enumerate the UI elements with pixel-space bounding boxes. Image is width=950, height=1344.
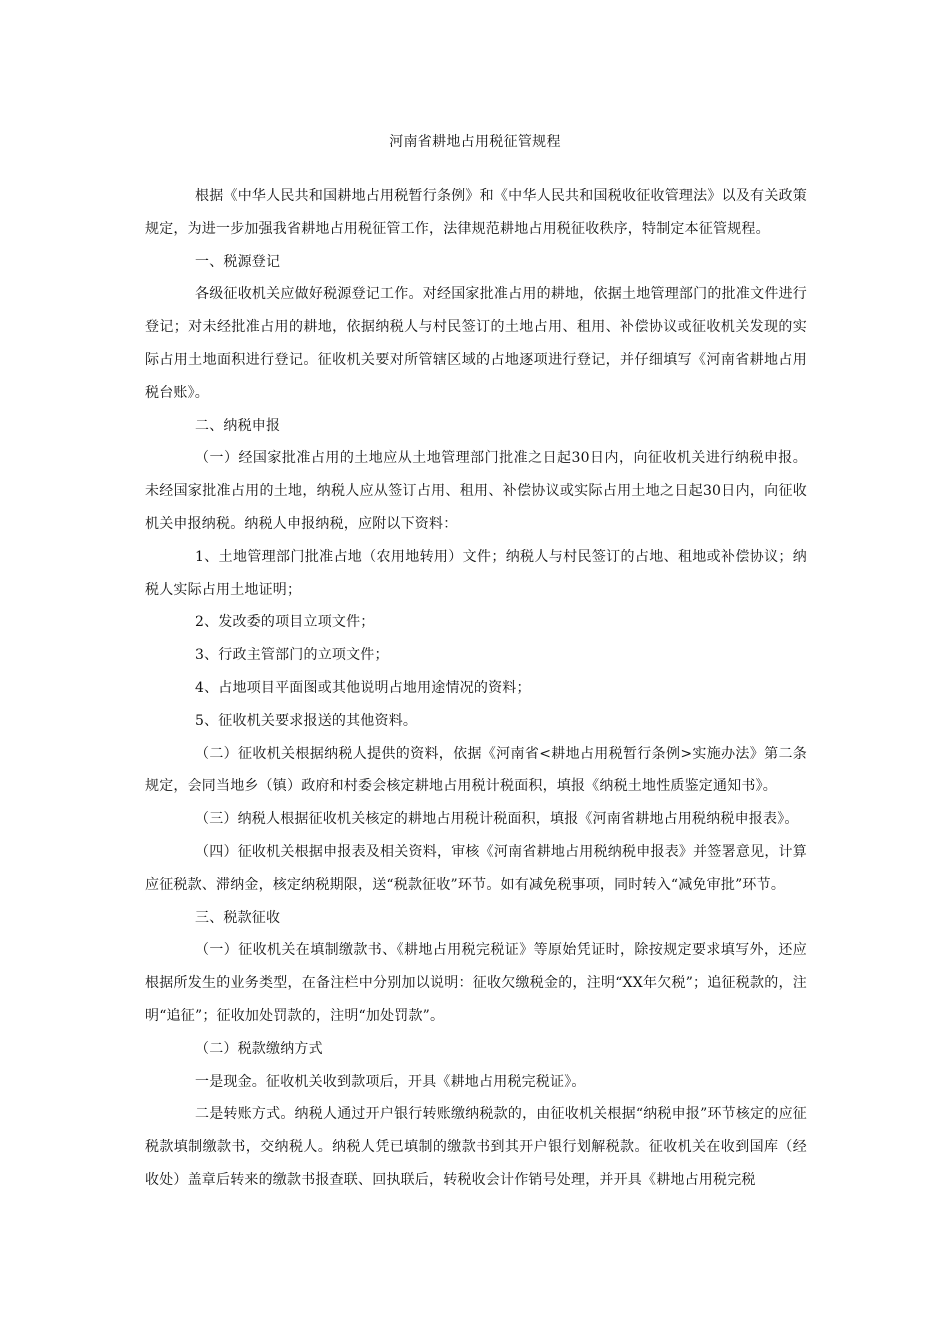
paragraph-declaration-2: （二）征收机关根据纳税人提供的资料，依据《河南省<耕地占用税暂行条例>实施办法》第二条规定，会同当地乡（镇）政府和村委会核定耕地占用税计税面积，填报《纳税土地性质鉴定通知书》。: [145, 745, 807, 795]
list-item-material-2: 2、发改委的项目立项文件；: [195, 614, 375, 631]
list-item-material-1: 1、土地管理部门批准占地（农用地转用）文件；纳税人与村民签订的占地、租地或补偿协议；纳税人实际占用土地证明；: [145, 548, 807, 598]
document-body: [145, 180, 807, 1197]
document-title: 河南省耕地占用税征管规程: [389, 134, 561, 150]
list-item-material-3: 3、行政主管部门的立项文件；: [195, 647, 389, 664]
paragraph-declaration-1: （一）经国家批准占用的土地应从土地管理部门批准之日起30日内，向征收机关进行纳税申报。未经国家批准占用的土地，纳税人应从签订占用、租用、补偿协议或实际占用土地之日起30日内，向征收机关申报纳税。纳税人申报纳税，应附以下资料：: [145, 450, 807, 532]
paragraph-registration: 各级征收机关应做好税源登记工作。对经国家批准占用的耕地，依据土地管理部门的批准文件进行登记；对未经批准占用的耕地，依据纳税人与村民签订的土地占用、租用、补偿协议或征收机关发现的实际占用土地面积进行登记。征收机关要对所管辖区域的占地逐项进行登记，并仔细填写《河南省耕地占用税台账》。: [145, 286, 807, 401]
section-heading-tax-source-registration: 一、税源登记: [195, 253, 281, 270]
paragraph-declaration-4: （四）征收机关根据申报表及相关资料，审核《河南省耕地占用税纳税申报表》并签署意见，计算应征税款、滞纳金，核定纳税期限，送“税款征收”环节。如有减免税事项，同时转入“减免审批”环节。: [145, 843, 807, 893]
list-item-material-4: 4、占地项目平面图或其他说明占地用途情况的资料；: [195, 679, 531, 696]
paragraph-collection-1: （一）征收机关在填制缴款书、《耕地占用税完税证》等原始凭证时，除按规定要求填写外，还应根据所发生的业务类型，在备注栏中分别加以说明：征收欠缴税金的，注明“XX年欠税”；追征税款的，注明“追征”；征收加处罚款的，注明“加处罚款”。: [145, 942, 807, 1024]
section-heading-tax-declaration: 二、纳税申报: [195, 417, 281, 434]
section-heading-tax-collection: 三、税款征收: [195, 909, 281, 926]
paragraph-declaration-3: （三）纳税人根据征收机关核定的耕地占用税计税面积，填报《河南省耕地占用税纳税申报表》。: [195, 811, 799, 828]
list-item-material-5: 5、征收机关要求报送的其他资料。: [195, 712, 418, 729]
subheading-payment-methods: （二）税款缴纳方式: [195, 1040, 323, 1057]
paragraph-payment-cash: 一是现金。征收机关收到款项后，开具《耕地占用税完税证》。: [195, 1073, 586, 1090]
paragraph-intro: 根据《中华人民共和国耕地占用税暂行条例》和《中华人民共和国税收征收管理法》以及有关政策规定，为进一步加强我省耕地占用税征管工作，法律规范耕地占用税征收秩序，特制定本征管规程。: [145, 188, 807, 237]
paragraph-payment-transfer: 二是转账方式。纳税人通过开户银行转账缴纳税款的，由征收机关根据“纳税申报”环节核定的应征税款填制缴款书，交纳税人。纳税人凭已填制的缴款书到其开户银行划解税款。征收机关在收到国库（经收处）盖章后转来的缴款书报查联、回执联后，转税收会计作销号处理，并开具《耕地占用税完税: [145, 1106, 807, 1188]
